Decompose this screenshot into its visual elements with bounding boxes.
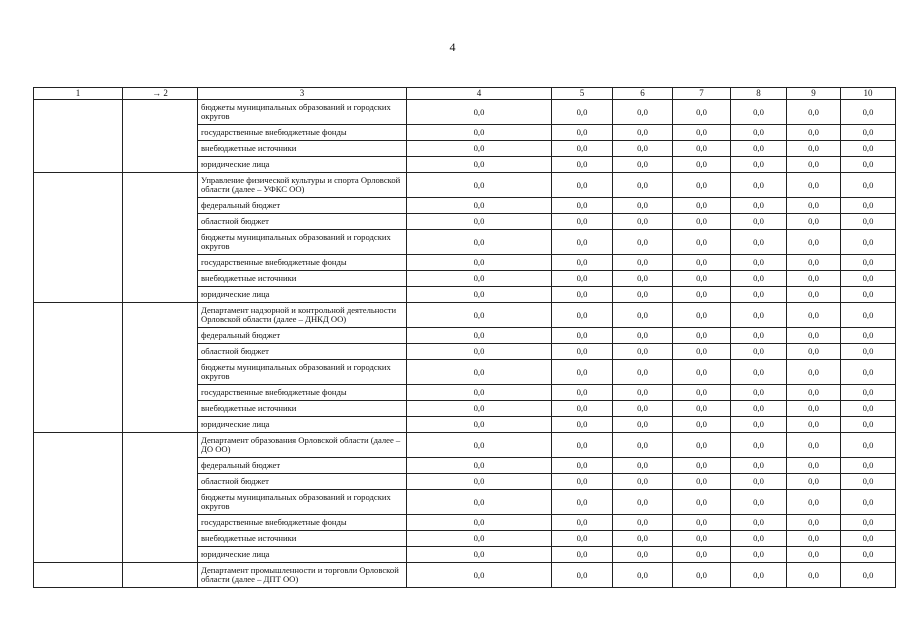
value-cell: 0,0 xyxy=(613,198,673,214)
table-row xyxy=(34,173,896,198)
value-cell: 0,0 xyxy=(673,271,731,287)
row-label: юридические лица xyxy=(198,287,407,303)
value-cell: 0,0 xyxy=(407,385,552,401)
value-cell: 0,0 xyxy=(407,458,552,474)
row-label: государственные внебюджетные фонды xyxy=(198,125,407,141)
value-cell: 0,0 xyxy=(552,490,613,515)
value-cell: 0,0 xyxy=(787,328,841,344)
value-cell: 0,0 xyxy=(787,173,841,198)
value-cell: 0,0 xyxy=(613,255,673,271)
value-cell: 0,0 xyxy=(552,100,613,125)
value-cell: 0,0 xyxy=(841,490,896,515)
header-cell: → 2 xyxy=(123,88,198,100)
value-cell: 0,0 xyxy=(787,157,841,173)
value-cell: 0,0 xyxy=(673,401,731,417)
value-cell: 0,0 xyxy=(613,474,673,490)
row-label: Департамент надзорной и контрольной деятельности Орловской области (далее – ДНКД ОО) xyxy=(198,303,407,328)
value-cell: 0,0 xyxy=(552,173,613,198)
value-cell: 0,0 xyxy=(787,100,841,125)
value-cell: 0,0 xyxy=(407,531,552,547)
value-cell: 0,0 xyxy=(673,515,731,531)
row-label: государственные внебюджетные фонды xyxy=(198,255,407,271)
value-cell: 0,0 xyxy=(673,100,731,125)
value-cell: 0,0 xyxy=(673,230,731,255)
value-cell: 0,0 xyxy=(841,230,896,255)
value-cell: 0,0 xyxy=(407,547,552,563)
header-cell: 6 xyxy=(613,88,673,100)
row-label: областной бюджет xyxy=(198,344,407,360)
value-cell: 0,0 xyxy=(841,515,896,531)
value-cell: 0,0 xyxy=(841,100,896,125)
value-cell: 0,0 xyxy=(613,433,673,458)
header-cell: 3 xyxy=(198,88,407,100)
value-cell: 0,0 xyxy=(613,417,673,433)
value-cell: 0,0 xyxy=(673,547,731,563)
value-cell: 0,0 xyxy=(613,271,673,287)
value-cell: 0,0 xyxy=(841,401,896,417)
value-cell: 0,0 xyxy=(613,344,673,360)
table-row xyxy=(34,100,896,125)
row-label: юридические лица xyxy=(198,547,407,563)
value-cell: 0,0 xyxy=(787,474,841,490)
value-cell: 0,0 xyxy=(787,141,841,157)
value-cell: 0,0 xyxy=(673,198,731,214)
value-cell: 0,0 xyxy=(841,214,896,230)
value-cell: 0,0 xyxy=(613,100,673,125)
row-label: Департамент образования Орловской области (далее – ДО ОО) xyxy=(198,433,407,458)
row-label: федеральный бюджет xyxy=(198,198,407,214)
value-cell: 0,0 xyxy=(673,344,731,360)
header-cell: 8 xyxy=(731,88,787,100)
value-cell: 0,0 xyxy=(731,360,787,385)
value-cell: 0,0 xyxy=(552,287,613,303)
value-cell: 0,0 xyxy=(673,173,731,198)
value-cell: 0,0 xyxy=(673,385,731,401)
value-cell: 0,0 xyxy=(552,458,613,474)
value-cell: 0,0 xyxy=(841,531,896,547)
value-cell: 0,0 xyxy=(552,255,613,271)
table-row xyxy=(34,303,896,328)
row-label: внебюджетные источники xyxy=(198,401,407,417)
value-cell: 0,0 xyxy=(787,360,841,385)
header-cell: 5 xyxy=(552,88,613,100)
value-cell: 0,0 xyxy=(841,198,896,214)
value-cell: 0,0 xyxy=(673,303,731,328)
value-cell: 0,0 xyxy=(613,385,673,401)
value-cell: 0,0 xyxy=(613,328,673,344)
row-label: внебюджетные источники xyxy=(198,271,407,287)
value-cell: 0,0 xyxy=(787,515,841,531)
value-cell: 0,0 xyxy=(787,458,841,474)
row-label: внебюджетные источники xyxy=(198,141,407,157)
value-cell: 0,0 xyxy=(731,287,787,303)
row-label: государственные внебюджетные фонды xyxy=(198,385,407,401)
value-cell: 0,0 xyxy=(552,385,613,401)
group-cell-col2 xyxy=(123,563,198,588)
value-cell: 0,0 xyxy=(787,547,841,563)
table-row xyxy=(34,433,896,458)
value-cell: 0,0 xyxy=(787,344,841,360)
value-cell: 0,0 xyxy=(407,490,552,515)
row-label: федеральный бюджет xyxy=(198,458,407,474)
value-cell: 0,0 xyxy=(552,198,613,214)
group-cell-col2 xyxy=(123,303,198,433)
value-cell: 0,0 xyxy=(613,458,673,474)
group-cell-col1 xyxy=(34,100,123,173)
value-cell: 0,0 xyxy=(613,230,673,255)
value-cell: 0,0 xyxy=(407,214,552,230)
value-cell: 0,0 xyxy=(673,157,731,173)
value-cell: 0,0 xyxy=(787,490,841,515)
value-cell: 0,0 xyxy=(613,173,673,198)
value-cell: 0,0 xyxy=(731,401,787,417)
header-cell: 4 xyxy=(407,88,552,100)
value-cell: 0,0 xyxy=(407,515,552,531)
value-cell: 0,0 xyxy=(552,303,613,328)
value-cell: 0,0 xyxy=(673,255,731,271)
value-cell: 0,0 xyxy=(407,433,552,458)
value-cell: 0,0 xyxy=(787,125,841,141)
value-cell: 0,0 xyxy=(613,360,673,385)
row-label: бюджеты муниципальных образований и городских округов xyxy=(198,360,407,385)
value-cell: 0,0 xyxy=(731,255,787,271)
value-cell: 0,0 xyxy=(673,360,731,385)
row-label: государственные внебюджетные фонды xyxy=(198,515,407,531)
value-cell: 0,0 xyxy=(552,157,613,173)
value-cell: 0,0 xyxy=(731,531,787,547)
header-cell: 1 xyxy=(34,88,123,100)
value-cell: 0,0 xyxy=(731,344,787,360)
value-cell: 0,0 xyxy=(613,531,673,547)
value-cell: 0,0 xyxy=(841,287,896,303)
value-cell: 0,0 xyxy=(407,344,552,360)
value-cell: 0,0 xyxy=(407,100,552,125)
value-cell: 0,0 xyxy=(552,214,613,230)
value-cell: 0,0 xyxy=(613,303,673,328)
value-cell: 0,0 xyxy=(841,360,896,385)
value-cell: 0,0 xyxy=(673,287,731,303)
value-cell: 0,0 xyxy=(407,287,552,303)
group-cell-col2 xyxy=(123,173,198,303)
value-cell: 0,0 xyxy=(731,417,787,433)
value-cell: 0,0 xyxy=(731,458,787,474)
value-cell: 0,0 xyxy=(613,141,673,157)
group-cell-col1 xyxy=(34,433,123,563)
value-cell: 0,0 xyxy=(787,385,841,401)
group-cell-col2 xyxy=(123,433,198,563)
value-cell: 0,0 xyxy=(407,125,552,141)
value-cell: 0,0 xyxy=(613,125,673,141)
header-cell: 7 xyxy=(673,88,731,100)
row-label: бюджеты муниципальных образований и городских округов xyxy=(198,490,407,515)
value-cell: 0,0 xyxy=(673,328,731,344)
value-cell: 0,0 xyxy=(841,563,896,588)
value-cell: 0,0 xyxy=(613,563,673,588)
value-cell: 0,0 xyxy=(552,417,613,433)
value-cell: 0,0 xyxy=(552,328,613,344)
value-cell: 0,0 xyxy=(407,173,552,198)
value-cell: 0,0 xyxy=(787,417,841,433)
value-cell: 0,0 xyxy=(673,214,731,230)
value-cell: 0,0 xyxy=(731,173,787,198)
value-cell: 0,0 xyxy=(552,230,613,255)
page-number: 4 xyxy=(449,40,456,54)
value-cell: 0,0 xyxy=(552,563,613,588)
group-cell-col1 xyxy=(34,303,123,433)
value-cell: 0,0 xyxy=(552,433,613,458)
value-cell: 0,0 xyxy=(552,141,613,157)
value-cell: 0,0 xyxy=(787,198,841,214)
value-cell: 0,0 xyxy=(731,474,787,490)
value-cell: 0,0 xyxy=(841,157,896,173)
value-cell: 0,0 xyxy=(787,255,841,271)
row-label: бюджеты муниципальных образований и городских округов xyxy=(198,230,407,255)
value-cell: 0,0 xyxy=(841,417,896,433)
value-cell: 0,0 xyxy=(673,433,731,458)
value-cell: 0,0 xyxy=(731,547,787,563)
value-cell: 0,0 xyxy=(841,255,896,271)
group-cell-col1 xyxy=(34,563,123,588)
value-cell: 0,0 xyxy=(731,490,787,515)
value-cell: 0,0 xyxy=(613,547,673,563)
value-cell: 0,0 xyxy=(787,401,841,417)
value-cell: 0,0 xyxy=(673,125,731,141)
value-cell: 0,0 xyxy=(731,328,787,344)
value-cell: 0,0 xyxy=(673,490,731,515)
value-cell: 0,0 xyxy=(787,433,841,458)
value-cell: 0,0 xyxy=(552,271,613,287)
value-cell: 0,0 xyxy=(731,157,787,173)
value-cell: 0,0 xyxy=(407,474,552,490)
value-cell: 0,0 xyxy=(787,287,841,303)
header-cell: 10 xyxy=(841,88,896,100)
value-cell: 0,0 xyxy=(841,271,896,287)
value-cell: 0,0 xyxy=(552,344,613,360)
row-label: внебюджетные источники xyxy=(198,531,407,547)
value-cell: 0,0 xyxy=(841,344,896,360)
row-label: юридические лица xyxy=(198,157,407,173)
row-label: юридические лица xyxy=(198,417,407,433)
value-cell: 0,0 xyxy=(731,198,787,214)
value-cell: 0,0 xyxy=(673,417,731,433)
value-cell: 0,0 xyxy=(407,328,552,344)
row-label: Управление физической культуры и спорта Орловской области (далее – УФКС ОО) xyxy=(198,173,407,198)
value-cell: 0,0 xyxy=(552,547,613,563)
value-cell: 0,0 xyxy=(613,287,673,303)
row-label: областной бюджет xyxy=(198,214,407,230)
value-cell: 0,0 xyxy=(673,563,731,588)
value-cell: 0,0 xyxy=(673,531,731,547)
value-cell: 0,0 xyxy=(731,214,787,230)
value-cell: 0,0 xyxy=(407,563,552,588)
value-cell: 0,0 xyxy=(673,141,731,157)
value-cell: 0,0 xyxy=(407,360,552,385)
value-cell: 0,0 xyxy=(787,531,841,547)
value-cell: 0,0 xyxy=(731,563,787,588)
value-cell: 0,0 xyxy=(787,563,841,588)
value-cell: 0,0 xyxy=(407,141,552,157)
value-cell: 0,0 xyxy=(407,198,552,214)
value-cell: 0,0 xyxy=(407,157,552,173)
value-cell: 0,0 xyxy=(407,271,552,287)
value-cell: 0,0 xyxy=(787,271,841,287)
value-cell: 0,0 xyxy=(841,328,896,344)
value-cell: 0,0 xyxy=(787,303,841,328)
header-row xyxy=(34,88,896,100)
table-body xyxy=(34,88,896,588)
budget-table xyxy=(33,87,896,588)
value-cell: 0,0 xyxy=(407,230,552,255)
value-cell: 0,0 xyxy=(841,173,896,198)
value-cell: 0,0 xyxy=(841,458,896,474)
row-label: федеральный бюджет xyxy=(198,328,407,344)
header-cell: 9 xyxy=(787,88,841,100)
value-cell: 0,0 xyxy=(731,515,787,531)
value-cell: 0,0 xyxy=(731,100,787,125)
value-cell: 0,0 xyxy=(731,303,787,328)
row-label: Департамент промышленности и торговли Орловской области (далее – ДПТ ОО) xyxy=(198,563,407,588)
table-row xyxy=(34,563,896,588)
group-cell-col1 xyxy=(34,173,123,303)
value-cell: 0,0 xyxy=(731,141,787,157)
value-cell: 0,0 xyxy=(552,125,613,141)
value-cell: 0,0 xyxy=(731,433,787,458)
value-cell: 0,0 xyxy=(552,401,613,417)
value-cell: 0,0 xyxy=(552,531,613,547)
value-cell: 0,0 xyxy=(613,157,673,173)
value-cell: 0,0 xyxy=(552,360,613,385)
value-cell: 0,0 xyxy=(841,474,896,490)
value-cell: 0,0 xyxy=(841,125,896,141)
value-cell: 0,0 xyxy=(731,271,787,287)
value-cell: 0,0 xyxy=(841,547,896,563)
value-cell: 0,0 xyxy=(731,125,787,141)
value-cell: 0,0 xyxy=(841,385,896,401)
value-cell: 0,0 xyxy=(673,458,731,474)
value-cell: 0,0 xyxy=(841,433,896,458)
row-label: бюджеты муниципальных образований и городских округов xyxy=(198,100,407,125)
value-cell: 0,0 xyxy=(407,303,552,328)
value-cell: 0,0 xyxy=(552,474,613,490)
value-cell: 0,0 xyxy=(787,214,841,230)
value-cell: 0,0 xyxy=(731,230,787,255)
value-cell: 0,0 xyxy=(613,401,673,417)
value-cell: 0,0 xyxy=(613,515,673,531)
value-cell: 0,0 xyxy=(407,417,552,433)
value-cell: 0,0 xyxy=(613,214,673,230)
value-cell: 0,0 xyxy=(787,230,841,255)
value-cell: 0,0 xyxy=(407,401,552,417)
value-cell: 0,0 xyxy=(613,490,673,515)
value-cell: 0,0 xyxy=(673,474,731,490)
group-cell-col2 xyxy=(123,100,198,173)
value-cell: 0,0 xyxy=(407,255,552,271)
value-cell: 0,0 xyxy=(731,385,787,401)
value-cell: 0,0 xyxy=(841,303,896,328)
row-label: областной бюджет xyxy=(198,474,407,490)
value-cell: 0,0 xyxy=(841,141,896,157)
value-cell: 0,0 xyxy=(552,515,613,531)
